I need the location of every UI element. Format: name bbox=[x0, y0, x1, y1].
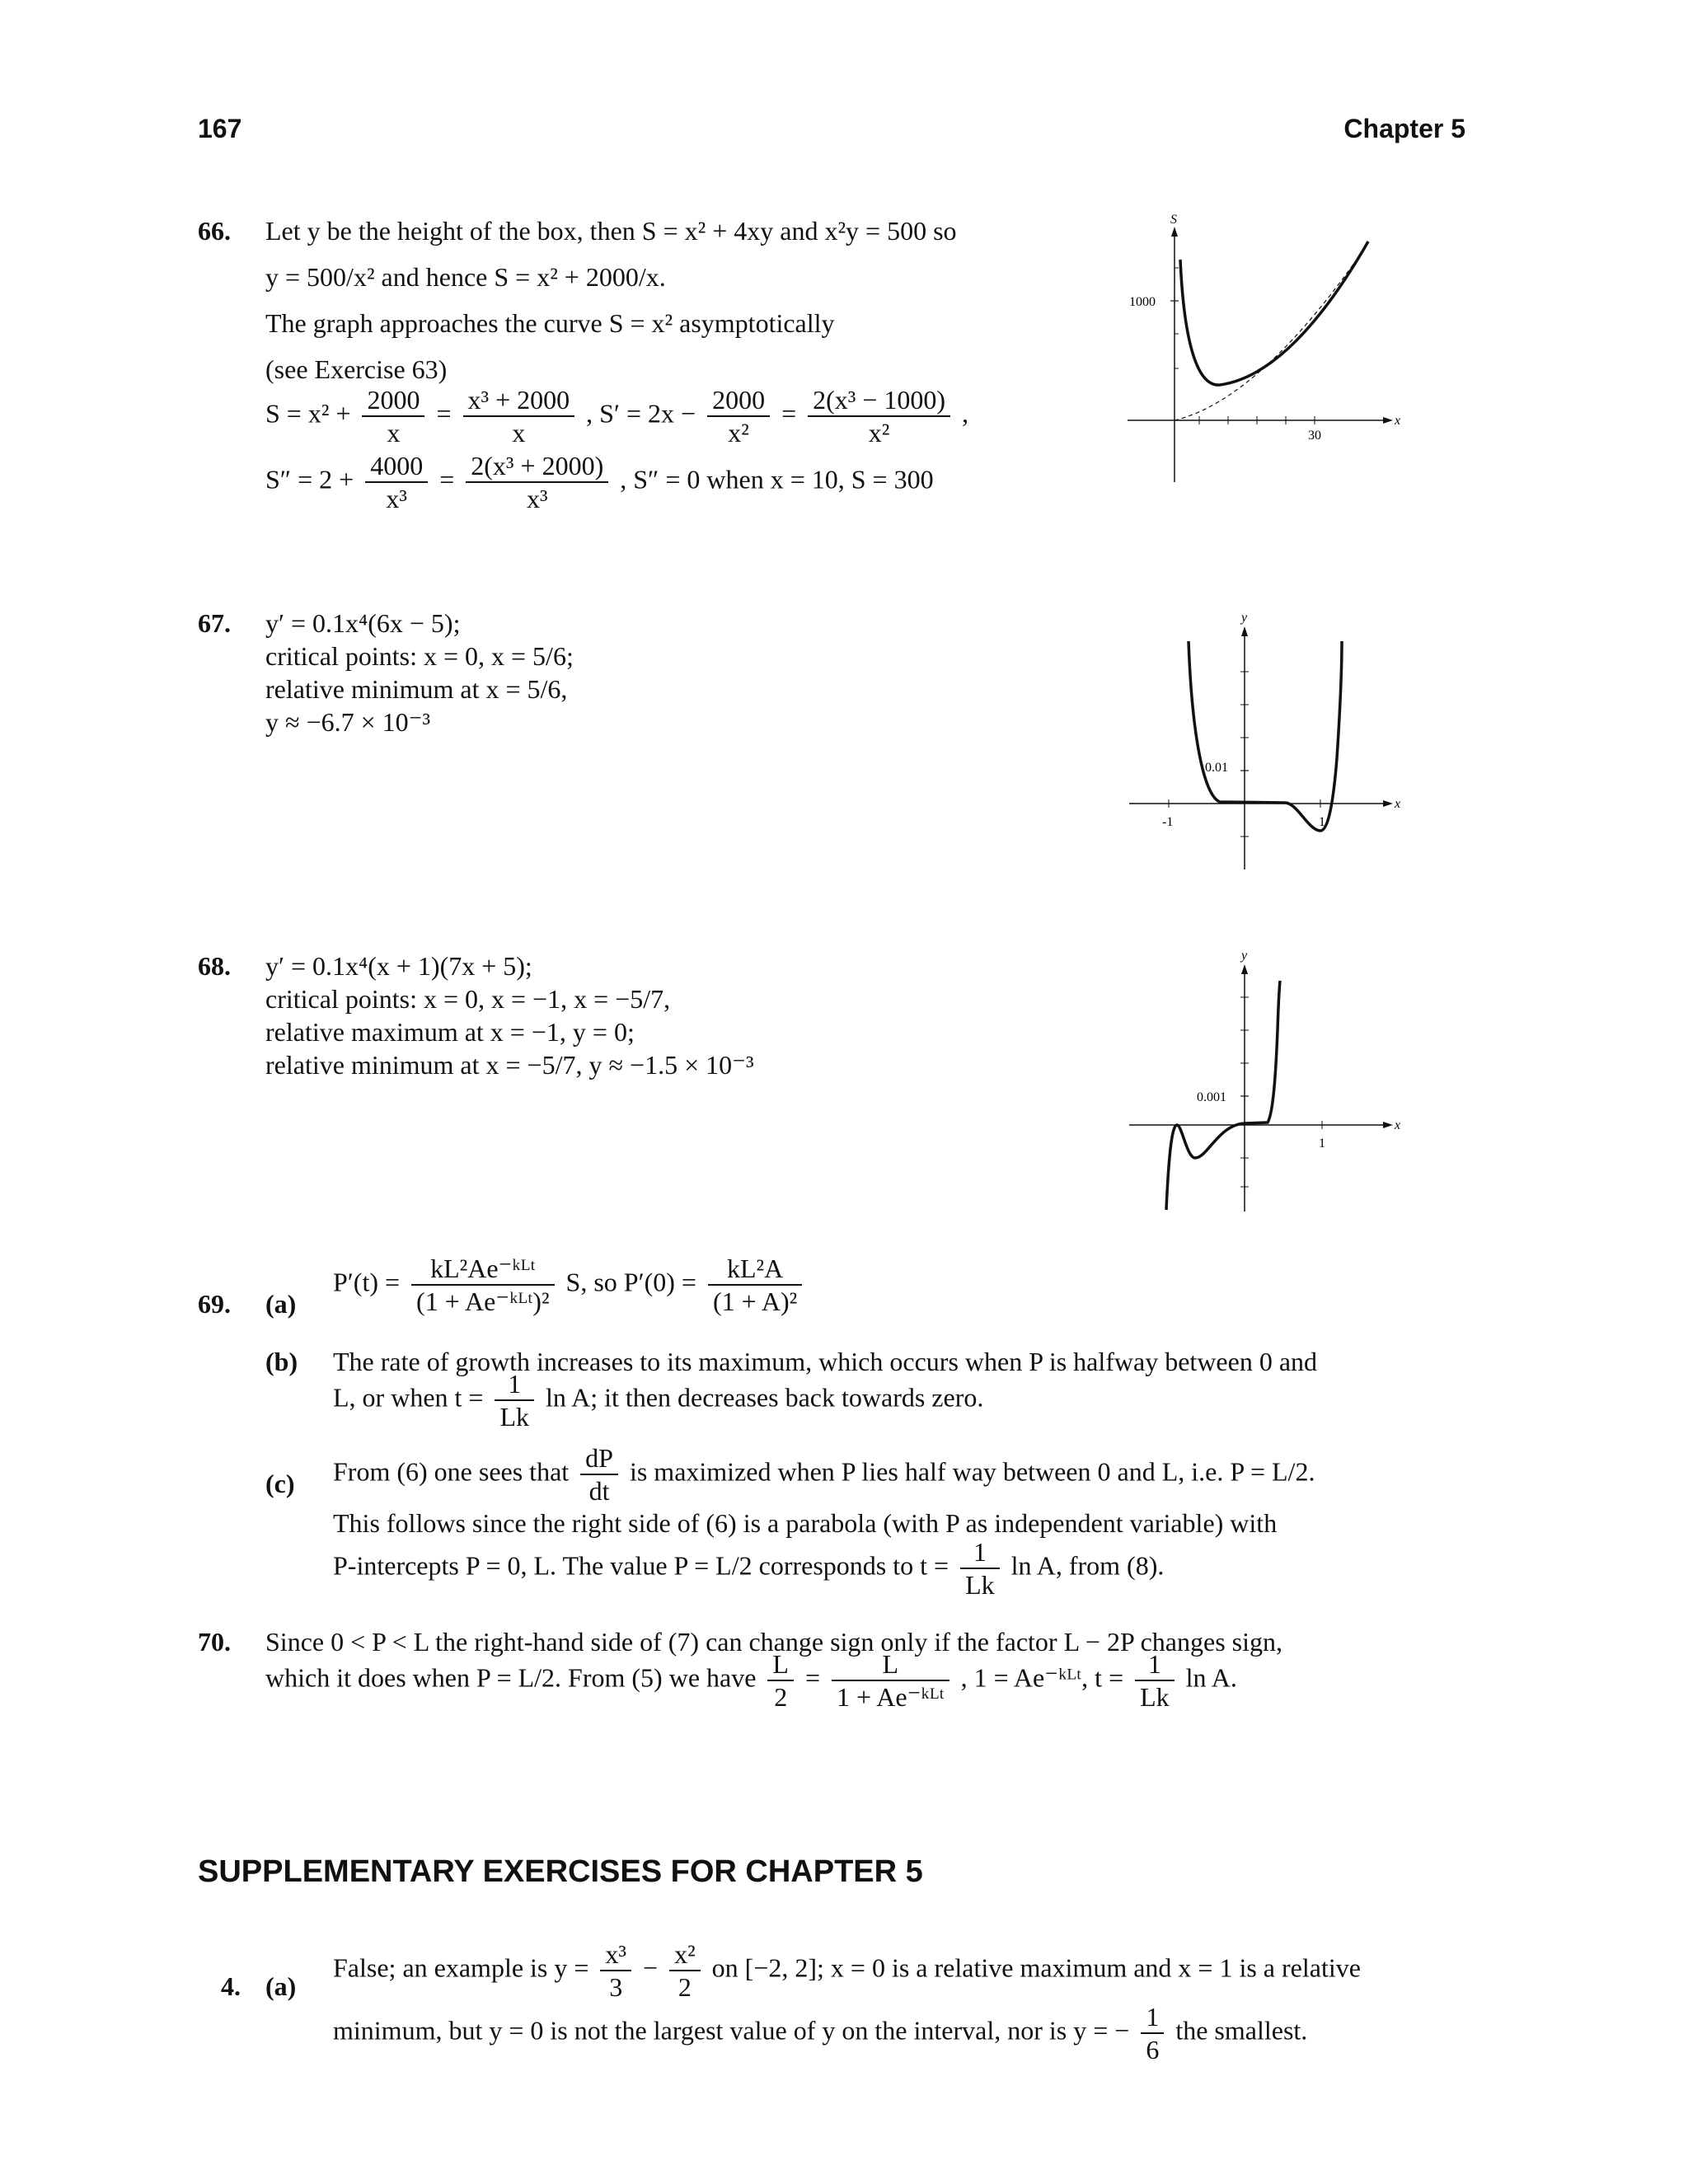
fraction: $\frac{dP}{dt}$ bbox=[580, 1442, 618, 1507]
fraction: $\frac{\text{x²}}{2}$ bbox=[669, 1938, 701, 2003]
exercise-number-67: 67. bbox=[198, 608, 231, 638]
y-axis-label: y bbox=[1241, 611, 1248, 625]
x-arrow bbox=[1383, 417, 1393, 424]
ex66-line1: Let y be the height of the box, then S = x² + 4xy and x²y = 500 so bbox=[265, 216, 957, 246]
ex67-line3: relative minimum at x = 5/6, bbox=[265, 674, 568, 704]
x-tick-label: 1 bbox=[1319, 1137, 1325, 1151]
part-label-b: (b) bbox=[265, 1347, 298, 1376]
x-axis-label: x bbox=[1395, 414, 1401, 428]
fraction: $\frac{\text{kL²A}}{\text{(1 + A)²}}$ bbox=[708, 1253, 802, 1317]
x-tick-label-pos: 1 bbox=[1319, 815, 1325, 829]
graph-ex68 bbox=[1121, 948, 1401, 1220]
curve-S bbox=[1180, 241, 1368, 385]
asymptote-curve bbox=[1175, 243, 1368, 420]
y-arrow bbox=[1171, 227, 1178, 237]
supp-ex4-line1: False; an example is y = $\frac{\text{x³}}{3}$ − $\frac{\text{x²}}{2}$ on [−2, 2]; x = 0 is a relative maximum and x = 1 is a relative bbox=[333, 1939, 1361, 2002]
part-label-c: (c) bbox=[265, 1469, 295, 1498]
fraction: kL²Ae⁻ᵏᴸᵗ (1 + Ae⁻ᵏᴸᵗ)² bbox=[411, 1253, 554, 1317]
page-number: 167 bbox=[198, 114, 242, 143]
ex69-part-a: P′(t) = kL²Ae⁻ᵏᴸᵗ (1 + Ae⁻ᵏᴸᵗ)² S, so P′(0) = $\frac{\text{kL²A}}{\text{(1 + A)²}}$ bbox=[333, 1253, 807, 1317]
exercise-number-4: 4. bbox=[221, 1971, 241, 2001]
y-tick-label: 1000 bbox=[1129, 295, 1156, 309]
fraction: $\frac{\text{x³}}{3}$ bbox=[600, 1938, 631, 2003]
ex66-equation-1: S = x² + $\frac{2000}{x}$ = $\frac{\text{x³ + 2000}}{x}$ , S′ = 2x − $\frac{2000}{\text{x²}}$ = $\frac{\text{2(x³ − 1000)}}{\text{x²}}$ , bbox=[265, 385, 969, 448]
ex66-line3: The graph approaches the curve S = x² asymptotically bbox=[265, 308, 835, 338]
part-label-a: (a) bbox=[265, 1289, 297, 1319]
ex68-line2: critical points: x = 0, x = −1, x = −5/7, bbox=[265, 984, 671, 1014]
ex66-equation-2: S″ = 2 + $\frac{4000}{\text{x³}}$ = $\frac{\text{2(x³ + 2000)}}{\text{x³}}$ , S″ = 0 when x = 10, S = 300 bbox=[265, 451, 934, 513]
ex69-c-line3: P-intercepts P = 0, L. The value P = L/2 corresponds to t = $\frac{1}{Lk}$ ln A, from (8). bbox=[333, 1537, 1165, 1600]
x-tick-label: 30 bbox=[1308, 429, 1321, 443]
fraction: L 1 + Ae⁻ᵏᴸᵗ bbox=[832, 1648, 950, 1713]
ex68-line3: relative maximum at x = −1, y = 0; bbox=[265, 1017, 635, 1047]
ex68-line4: relative minimum at x = −5/7, y ≈ −1.5 × 10⁻³ bbox=[265, 1050, 754, 1080]
ex66-line2: y = 500/x² and hence S = x² + 2000/x. bbox=[265, 262, 666, 292]
y-axis-label: y bbox=[1241, 949, 1248, 963]
part-label-a: (a) bbox=[265, 1971, 297, 2001]
fraction: $\frac{\text{x³ + 2000}}{x}$ bbox=[463, 384, 575, 448]
fraction: $\frac{\text{2(x³ − 1000)}}{\text{x²}}$ bbox=[808, 384, 950, 448]
ex67-line1: y′ = 0.1x⁴(6x − 5); bbox=[265, 608, 461, 638]
section-title: SUPPLEMENTARY EXERCISES FOR CHAPTER 5 bbox=[198, 1854, 923, 1889]
supp-ex4-line2: minimum, but y = 0 is not the largest value of y on the interval, nor is y = − $\frac{1}{6}$ the smallest. bbox=[333, 2002, 1308, 2064]
chapter-title: Chapter 5 bbox=[1343, 114, 1465, 143]
fraction: $\frac{\text{2(x³ + 2000)}}{\text{x³}}$ bbox=[466, 450, 608, 514]
fraction: $\frac{4000}{\text{x³}}$ bbox=[365, 450, 428, 514]
eq-part: S = x² + bbox=[265, 398, 351, 429]
graph-ex66 bbox=[1121, 210, 1401, 490]
x-axis-label: x bbox=[1395, 797, 1401, 811]
fraction: $\frac{1}{Lk}$ bbox=[495, 1368, 534, 1432]
exercise-number-70: 70. bbox=[198, 1627, 231, 1657]
ex67-line2: critical points: x = 0, x = 5/6; bbox=[265, 641, 574, 671]
x-axis-label: x bbox=[1395, 1118, 1401, 1132]
x-tick-label-neg: -1 bbox=[1162, 815, 1174, 829]
ex67-line4: y ≈ −6.7 × 10⁻³ bbox=[265, 707, 431, 737]
ex66-line4: (see Exercise 63) bbox=[265, 354, 448, 384]
graph-ex67 bbox=[1121, 610, 1401, 882]
ex70-line2: which it does when P = L/2. From (5) we have $\frac{L}{2}$ = L 1 + Ae⁻ᵏᴸᵗ , 1 = Ae⁻ᵏᴸᵗ, t = $\frac{1}{Lk}$ ln A. bbox=[265, 1649, 1237, 1712]
fraction: $\frac{1}{Lk}$ bbox=[960, 1536, 1000, 1601]
fraction: $\frac{1}{6}$ bbox=[1141, 2001, 1164, 2065]
ex69-b-line2: L, or when t = $\frac{1}{Lk}$ ln A; it then decreases back towards zero. bbox=[333, 1369, 984, 1432]
y-axis-label: S bbox=[1170, 213, 1177, 227]
ex69-c-line2: This follows since the right side of (6) is a parabola (with P as independent variable) with bbox=[333, 1508, 1278, 1538]
ex68-line1: y′ = 0.1x⁴(x + 1)(7x + 5); bbox=[265, 951, 532, 981]
ex69-b-line1: The rate of growth increases to its maximum, which occurs when P is halfway between 0 and bbox=[333, 1347, 1318, 1376]
fraction: $\frac{L}{2}$ bbox=[767, 1648, 794, 1713]
exercise-number-68: 68. bbox=[198, 951, 231, 981]
exercise-number-69: 69. bbox=[198, 1289, 231, 1319]
y-tick-label: 0.01 bbox=[1205, 761, 1228, 775]
fraction: $\frac{2000}{x}$ bbox=[362, 384, 424, 448]
fraction: $\frac{1}{Lk}$ bbox=[1135, 1648, 1175, 1713]
curve-y bbox=[1189, 641, 1342, 831]
y-tick-label: 0.001 bbox=[1197, 1090, 1226, 1104]
ex70-line1: Since 0 < P < L the right-hand side of (7) can change sign only if the factor L − 2P changes sign, bbox=[265, 1627, 1282, 1657]
fraction: $\frac{2000}{\text{x²}}$ bbox=[707, 384, 770, 448]
ex69-c-line1: From (6) one sees that $\frac{dP}{dt}$ is maximized when P lies half way between 0 and L, i.e. P = L/2. bbox=[333, 1443, 1315, 1506]
exercise-number-66: 66. bbox=[198, 216, 231, 246]
